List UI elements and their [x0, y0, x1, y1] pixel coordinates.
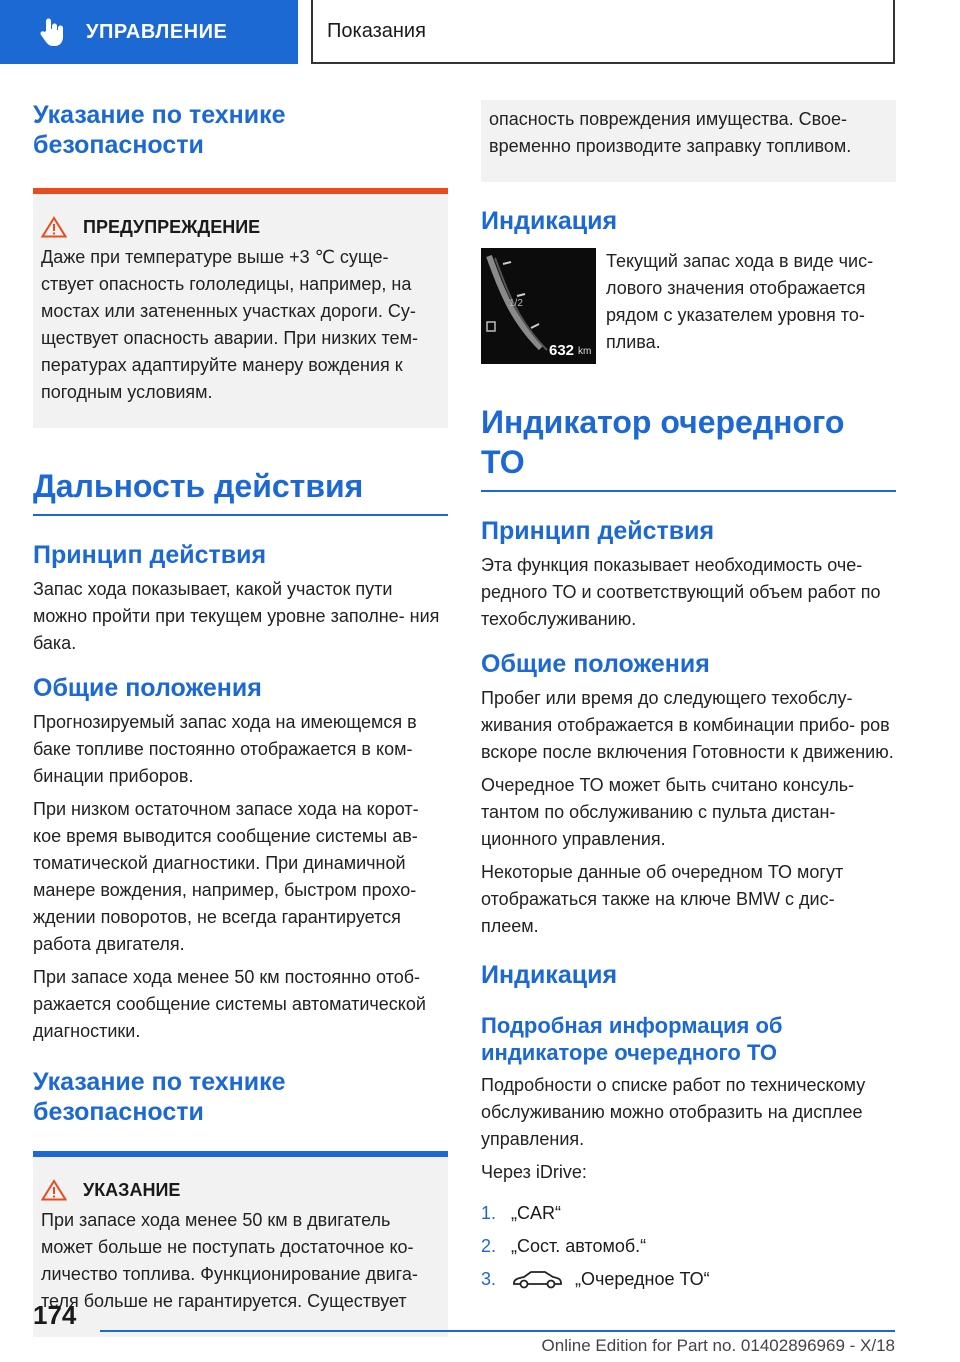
right-column — [481, 100, 896, 1293]
car-icon — [511, 1269, 563, 1289]
service-title: Индикатор очередного ТО — [481, 404, 845, 480]
topic-title: Показания — [311, 0, 895, 64]
warning-box — [33, 188, 448, 428]
gauge-half-label: 1/2 — [509, 298, 523, 309]
gauge-range-value: 632 — [549, 342, 575, 359]
principle-text: Запас хода показывает, какой участок пути можно пройти при текущем уровне заполне- ния бака. — [33, 579, 440, 653]
hand-pointer-icon — [40, 17, 66, 47]
notice-continuation-text: опасность повреждения имущества. Свое- временно производите заправку топливом. — [489, 109, 852, 156]
details-text: Подробности о списке работ по техническому обслуживанию можно отобразить на дисплее управления. — [481, 1075, 866, 1149]
notice-continuation — [481, 100, 896, 182]
notice-text: При запасе хода менее 50 км в двигатель может больше не поступать достаточное ко- личество топлива. Функционирование двига- теля больше не гарантируется. Существует — [41, 1210, 418, 1311]
step-item — [481, 1233, 896, 1260]
service-general-title: Общие положения — [481, 650, 710, 678]
service-general-paragraph-2: Очередное ТО может быть считано консуль- тантом по обслуживанию с пульта дистан- ционного управления. — [481, 775, 855, 849]
step-text: „CAR“ — [511, 1203, 561, 1223]
service-display-title: Индикация — [481, 961, 618, 989]
general-title: Общие положения — [33, 674, 262, 702]
service-principle-text: Эта функция показывает необходимость оче- редного ТО и соответствующий объем работ по техобслуживанию. — [481, 555, 881, 629]
general-paragraph-1: Прогнозируемый запас хода на имеющемся в баке топливе постоянно отображается в ком- бинации приборов. — [33, 712, 417, 786]
section-title: УПРАВЛЕНИЕ — [86, 20, 228, 43]
display-text: Текущий запас хода в виде чис- лового значения отображается рядом с указателем уровня то- плива. — [606, 251, 874, 352]
safety-title-1: Указание по технике безопасности — [33, 101, 286, 159]
warning-label: ПРЕДУПРЕЖДЕНИЕ — [83, 216, 261, 237]
step-text: „Очередное ТО“ — [575, 1269, 710, 1289]
footer-rule — [100, 1330, 895, 1332]
left-column — [33, 100, 448, 1337]
fuel-gauge-image — [481, 248, 596, 364]
edition-text: Online Edition for Part no. 01402896969 - X/18 — [541, 1336, 895, 1355]
warning-triangle-icon — [41, 216, 67, 238]
details-title: Подробная информация об индикаторе очередного ТО — [481, 1013, 783, 1065]
step-number: 2. — [481, 1236, 497, 1256]
idrive-label: Через iDrive: — [481, 1162, 587, 1182]
safety-title-2: Указание по технике безопасности — [33, 1068, 286, 1126]
step-number: 1. — [481, 1203, 497, 1223]
step-item — [481, 1266, 896, 1293]
notice-box — [33, 1151, 448, 1337]
service-general-paragraph-3: Некоторые данные об очередном ТО могут отображаться также на ключе BMW с дис- плеем. — [481, 862, 844, 936]
service-general-paragraph-1: Пробег или время до следующего техобслу- живания отображается в комбинации прибо- ров вскоре после включения Готовности к движению. — [481, 688, 894, 762]
display-title: Индикация — [481, 207, 618, 235]
notice-label: УКАЗАНИЕ — [83, 1179, 181, 1200]
general-paragraph-3: При запасе хода менее 50 км постоянно отоб- ражается сообщение системы автоматической диагностики. — [33, 967, 426, 1041]
section-tab[interactable] — [0, 0, 298, 64]
principle-title: Принцип действия — [33, 541, 267, 569]
notice-triangle-icon — [41, 1179, 67, 1201]
page-number: 174 — [33, 1300, 77, 1330]
step-text: „Сост. автомоб.“ — [511, 1236, 647, 1256]
gauge-range-unit: km — [578, 346, 592, 357]
general-paragraph-2: При низком остаточном запасе хода на корот- кое время выводится сообщение системы ав- томатической диагностики. При динамичной манере вождения, например, быстром прохо- ждении поворотов, не всегда гарантируется работа двигателя. — [33, 799, 419, 954]
step-number: 3. — [481, 1269, 497, 1289]
warning-text: Даже при температуре выше +3 ℃ суще- ствует опасность гололедицы, например, на мостах или затененных участках дороги. Су- ществует опасность аварии. При низких тем- пературах адаптируйте манеру вождения к погодным условиям. — [41, 247, 418, 402]
service-principle-title: Принцип действия — [481, 517, 715, 545]
range-title: Дальность действия — [33, 468, 364, 504]
step-item — [481, 1200, 896, 1227]
